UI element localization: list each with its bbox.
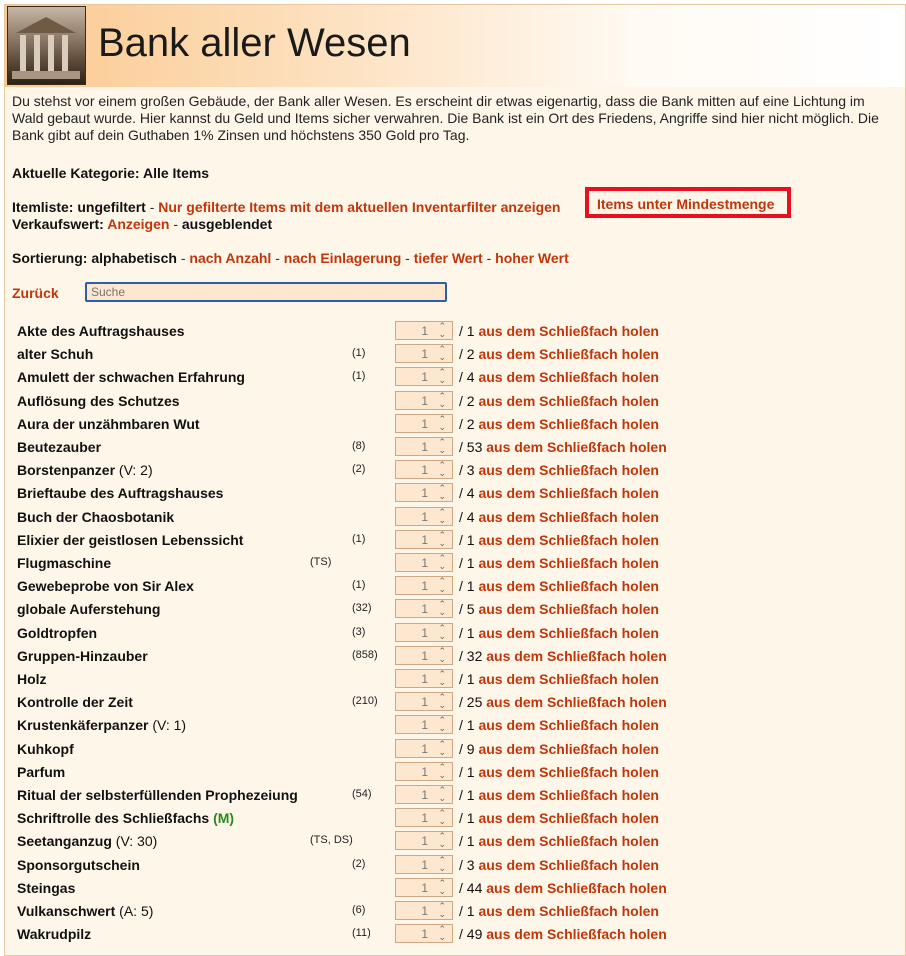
item-count: (1) — [352, 532, 366, 545]
stored-amount: / 1 — [459, 671, 475, 687]
quantity-stepper[interactable] — [395, 855, 453, 874]
list-item — [15, 876, 900, 899]
item-name — [17, 369, 245, 385]
quantity-value: 1 — [421, 672, 428, 686]
item-name-text: Seetanganzug — [17, 833, 112, 850]
item-name — [17, 416, 200, 432]
withdraw-link[interactable]: aus dem Schließfach holen — [478, 392, 659, 409]
stored-amount: / 1 — [459, 531, 475, 548]
item-total — [459, 880, 667, 896]
item-name-text: Holz — [17, 671, 47, 687]
withdraw-link[interactable]: aus dem Schließfach holen — [478, 787, 659, 803]
item-name — [17, 694, 133, 710]
list-item — [15, 597, 900, 620]
list-item — [15, 621, 900, 644]
stepper-arrows-icon[interactable]: ⌃ ⌄ — [438, 344, 446, 363]
quantity-stepper[interactable] — [395, 553, 453, 572]
sellvalue-line — [12, 216, 272, 233]
list-item — [15, 690, 900, 713]
quantity-value: 1 — [421, 811, 428, 826]
item-name — [17, 903, 153, 919]
quantity-value: 1 — [421, 927, 428, 942]
withdraw-link[interactable]: aus dem Schließfach holen — [478, 903, 659, 919]
item-name-text: Parfum — [17, 763, 66, 780]
stored-amount: / 1 — [459, 833, 475, 850]
withdraw-link[interactable]: aus dem Schließfach holen — [486, 647, 667, 664]
stepper-arrows-icon[interactable]: ⌃ ⌄ — [438, 761, 446, 780]
withdraw-link[interactable]: aus dem Schließfach holen — [478, 415, 659, 432]
stepper-arrows-icon[interactable]: ⌃ ⌄ — [438, 785, 446, 803]
list-item — [15, 644, 900, 667]
stepper-arrows-icon[interactable]: ⌃ ⌄ — [438, 460, 446, 479]
stored-amount: / 2 — [459, 392, 475, 409]
quantity-stepper[interactable] — [395, 831, 453, 850]
list-item — [15, 829, 900, 852]
stored-amount: / 1 — [459, 555, 475, 571]
list-item — [15, 806, 900, 829]
stepper-arrows-icon[interactable]: ⌃ ⌄ — [438, 506, 446, 525]
quantity-stepper[interactable] — [395, 414, 453, 433]
withdraw-link[interactable]: aus dem Schließfach holen — [486, 879, 667, 896]
quantity-value: 1 — [421, 857, 428, 872]
stored-amount: / 3 — [459, 462, 475, 479]
item-total — [459, 416, 659, 432]
stored-amount: / 4 — [459, 485, 475, 502]
stored-amount: / 2 — [459, 415, 475, 432]
item-total — [459, 741, 659, 757]
item-count: (TS, DS) — [310, 834, 353, 847]
quantity-value: 1 — [421, 393, 428, 408]
separator: - — [405, 250, 410, 266]
item-name — [17, 648, 148, 664]
withdraw-link[interactable]: aus dem Schließfach holen — [486, 439, 667, 455]
stepper-arrows-icon[interactable]: ⌃ ⌄ — [438, 529, 446, 548]
quantity-value: 1 — [421, 486, 428, 501]
separator: - — [180, 250, 186, 266]
quantity-stepper[interactable] — [395, 692, 453, 711]
withdraw-link[interactable]: aus dem Schließfach holen — [478, 555, 659, 571]
item-name — [17, 857, 140, 873]
sellvalue-label: Verkaufswert: — [12, 216, 104, 232]
item-total — [459, 601, 659, 617]
item-name — [17, 601, 160, 617]
quantity-value: 1 — [421, 579, 428, 594]
quantity-value: 1 — [421, 904, 428, 918]
quantity-stepper[interactable] — [395, 901, 453, 920]
item-name-text: Kontrolle der Zeit — [17, 694, 133, 711]
withdraw-link[interactable]: aus dem Schließfach holen — [478, 833, 659, 850]
item-name-text: Vulkanschwert — [17, 903, 116, 919]
item-total — [459, 857, 659, 873]
item-name-text: Ritual der selbsterfüllenden Prophezeiung — [17, 787, 298, 803]
item-total — [459, 833, 659, 849]
stored-amount: / 1 — [459, 578, 475, 595]
list-item — [15, 713, 900, 736]
stepper-arrows-icon[interactable]: ⌃ ⌄ — [438, 924, 446, 943]
filter-items-link[interactable]: Nur gefilterte Items mit dem aktuellen Inventarfilter anzeigen — [158, 199, 561, 215]
items-below-minimum-link[interactable]: Items unter Mindestmenge — [597, 196, 775, 212]
withdraw-link[interactable]: aus dem Schließfach holen — [478, 601, 659, 618]
list-item — [15, 737, 900, 760]
list-item — [15, 458, 900, 481]
item-count: (8) — [352, 440, 366, 452]
item-name — [17, 810, 234, 826]
stored-amount: / 1 — [459, 903, 475, 919]
item-name — [17, 787, 298, 803]
item-name-text: Buch der Chaosbotanik — [17, 508, 175, 525]
quantity-value: 1 — [421, 695, 428, 710]
item-total — [459, 346, 659, 362]
sorting-label: Sortierung: — [12, 250, 88, 266]
stepper-arrows-icon[interactable]: ⌃ ⌄ — [438, 390, 446, 409]
separator: - — [173, 216, 178, 232]
quantity-value: 1 — [421, 370, 428, 385]
quantity-stepper[interactable] — [395, 878, 453, 897]
stepper-arrows-icon[interactable]: ⌃ ⌄ — [438, 437, 446, 455]
separator: - — [275, 250, 280, 266]
current-category: Aktuelle Kategorie: Alle Items — [12, 165, 210, 181]
list-item — [15, 342, 900, 365]
withdraw-link[interactable]: aus dem Schließfach holen — [478, 369, 659, 386]
list-item — [15, 922, 900, 945]
stepper-arrows-icon[interactable]: ⌃ ⌄ — [438, 622, 446, 641]
stored-amount: / 32 — [459, 647, 483, 664]
item-name — [17, 764, 65, 780]
item-name-text: Beutezauber — [17, 439, 102, 455]
quantity-value: 1 — [421, 509, 428, 524]
quantity-value: 1 — [421, 416, 428, 431]
quantity-stepper[interactable] — [395, 646, 453, 665]
item-count: (54) — [352, 788, 372, 800]
stored-amount: / 1 — [459, 323, 475, 339]
quantity-value: 1 — [421, 764, 428, 779]
min-quantity-highlight — [585, 187, 791, 218]
withdraw-link[interactable]: aus dem Schließfach holen — [478, 323, 659, 339]
quantity-value: 1 — [421, 648, 428, 663]
quantity-value: 1 — [421, 532, 428, 547]
list-item — [15, 365, 900, 388]
stored-amount: / 9 — [459, 740, 475, 757]
quantity-stepper[interactable] — [395, 321, 453, 340]
item-count: (6) — [352, 904, 366, 916]
stepper-arrows-icon[interactable]: ⌃ ⌄ — [438, 553, 446, 571]
quantity-value: 1 — [421, 625, 428, 640]
item-name-text: Aura der unzähmbaren Wut — [17, 415, 200, 432]
stored-amount: / 49 — [459, 926, 483, 943]
item-total — [459, 694, 667, 710]
sorting-line — [12, 250, 569, 267]
itemlist-current: ungefiltert — [77, 199, 146, 215]
item-name-text: Krustenkäferpanzer — [17, 717, 149, 734]
page-title: Bank aller Wesen — [98, 21, 411, 65]
quantity-stepper[interactable] — [395, 623, 453, 642]
stored-amount: / 4 — [459, 508, 475, 525]
item-name-text: Kuhkopf — [17, 740, 74, 757]
withdraw-link[interactable]: aus dem Schließfach holen — [486, 694, 667, 711]
list-item — [15, 389, 900, 412]
sort-low-value-link[interactable]: tiefer Wert — [413, 250, 483, 266]
stepper-arrows-icon[interactable]: ⌃ ⌄ — [438, 483, 446, 502]
quantity-value: 1 — [421, 463, 428, 478]
quantity-stepper[interactable] — [395, 808, 453, 827]
item-total — [459, 787, 659, 803]
quantity-value: 1 — [421, 324, 428, 338]
stepper-arrows-icon[interactable]: ⌃ ⌄ — [438, 901, 446, 919]
item-total — [459, 555, 659, 571]
stepper-arrows-icon[interactable]: ⌃ ⌄ — [438, 692, 446, 711]
bank-page — [4, 4, 906, 956]
withdraw-link[interactable]: aus dem Schließfach holen — [486, 926, 667, 943]
quantity-stepper[interactable] — [395, 437, 453, 456]
quantity-stepper[interactable] — [395, 669, 453, 688]
item-count: (858) — [352, 648, 378, 661]
withdraw-link[interactable]: aus dem Schließfach holen — [478, 717, 659, 734]
quantity-stepper[interactable] — [395, 715, 453, 734]
list-item — [15, 435, 900, 458]
item-name — [17, 532, 243, 548]
stored-amount: / 1 — [459, 787, 475, 803]
item-name — [17, 509, 174, 525]
item-total — [459, 764, 659, 780]
withdraw-link[interactable]: aus dem Schließfach holen — [478, 856, 659, 873]
stepper-arrows-icon[interactable]: ⌃ ⌄ — [438, 738, 446, 757]
item-stat: (A: 5) — [115, 903, 154, 919]
quantity-value: 1 — [421, 556, 428, 570]
item-name-text: alter Schuh — [17, 346, 94, 363]
item-name — [17, 578, 194, 594]
quantity-stepper[interactable] — [395, 762, 453, 781]
item-total — [459, 625, 659, 641]
stored-amount: / 3 — [459, 856, 475, 873]
withdraw-link[interactable]: aus dem Schließfach holen — [478, 578, 659, 595]
item-count: (3) — [352, 625, 366, 638]
withdraw-link[interactable]: aus dem Schließfach holen — [478, 624, 659, 641]
item-total — [459, 717, 659, 733]
sorting-current: alphabetisch — [91, 250, 177, 266]
item-total — [459, 369, 659, 385]
item-name-text: Elixier der geistlosen Lebenssicht — [17, 531, 244, 548]
item-total — [459, 439, 667, 455]
stepper-arrows-icon[interactable]: ⌃ ⌄ — [438, 576, 446, 595]
withdraw-link[interactable]: aus dem Schließfach holen — [478, 763, 659, 780]
list-item — [15, 667, 900, 690]
item-name-text: Sponsorgutschein — [17, 856, 140, 873]
item-count: (TS) — [310, 556, 332, 568]
list-item — [15, 899, 900, 922]
item-name-text: Auflösung des Schutzes — [17, 392, 180, 409]
quantity-stepper[interactable] — [395, 739, 453, 758]
show-sellvalue-link[interactable]: Anzeigen — [107, 216, 170, 232]
quantity-stepper[interactable] — [395, 391, 453, 410]
item-total — [459, 393, 659, 409]
quantity-stepper[interactable] — [395, 507, 453, 526]
stored-amount: / 5 — [459, 601, 475, 618]
stepper-arrows-icon[interactable]: ⌃ ⌄ — [438, 413, 446, 432]
item-stat: (V: 2) — [115, 462, 153, 479]
item-name — [17, 393, 180, 409]
withdraw-link[interactable]: aus dem Schließfach holen — [478, 346, 659, 363]
stepper-arrows-icon[interactable]: ⌃ ⌄ — [438, 831, 446, 850]
list-item — [15, 505, 900, 528]
list-item — [15, 319, 900, 342]
item-count: (1) — [352, 579, 366, 592]
item-name-text: Brieftaube des Auftragshauses — [17, 485, 224, 502]
stored-amount: / 4 — [459, 369, 475, 386]
quantity-value: 1 — [421, 880, 428, 895]
item-total — [459, 509, 659, 525]
stepper-arrows-icon[interactable]: ⌃ ⌄ — [438, 367, 446, 386]
item-marker: (M) — [213, 810, 235, 827]
quantity-value: 1 — [421, 834, 428, 849]
item-name — [17, 439, 101, 455]
item-name-text: Borstenpanzer — [17, 462, 116, 479]
item-name-text: Amulett der schwachen Erfahrung — [17, 369, 245, 386]
item-name — [17, 880, 75, 896]
quantity-value: 1 — [421, 440, 428, 454]
sort-high-value-link[interactable]: hoher Wert — [495, 250, 569, 266]
item-count: (2) — [352, 857, 366, 870]
item-total — [459, 810, 659, 826]
item-name-text: Akte des Auftragshauses — [17, 323, 185, 339]
bank-building-image — [7, 6, 86, 85]
item-total — [459, 485, 659, 501]
item-stat: (V: 1) — [148, 717, 187, 734]
back-link[interactable]: Zurück — [12, 285, 59, 301]
item-name — [17, 323, 185, 339]
stepper-arrows-icon[interactable]: ⌃ ⌄ — [438, 877, 446, 896]
stepper-arrows-icon[interactable]: ⌃ ⌄ — [438, 669, 446, 687]
quantity-stepper[interactable] — [395, 344, 453, 363]
separator: - — [149, 199, 155, 215]
stepper-arrows-icon[interactable]: ⌃ ⌄ — [438, 854, 446, 873]
item-count: (32) — [352, 602, 372, 615]
item-total — [459, 462, 659, 478]
item-name — [17, 717, 186, 733]
withdraw-link[interactable]: aus dem Schließfach holen — [478, 462, 659, 479]
stored-amount: / 53 — [459, 439, 483, 455]
stored-amount: / 2 — [459, 346, 475, 363]
item-name-text: Goldtropfen — [17, 624, 98, 641]
item-stat: (V: 30) — [111, 833, 158, 850]
quantity-value: 1 — [421, 347, 428, 362]
sort-by-count-link[interactable]: nach Anzahl — [189, 250, 272, 266]
withdraw-link[interactable]: aus dem Schließfach holen — [478, 508, 659, 525]
item-count: (11) — [352, 927, 371, 940]
withdraw-link[interactable]: aus dem Schließfach holen — [478, 671, 659, 687]
quantity-stepper[interactable] — [395, 460, 453, 479]
item-total — [459, 532, 659, 548]
separator: - — [486, 250, 492, 266]
withdraw-link[interactable]: aus dem Schließfach holen — [478, 531, 659, 548]
list-item — [15, 853, 900, 876]
list-item — [15, 528, 900, 551]
quantity-value: 1 — [421, 741, 428, 756]
list-item — [15, 412, 900, 435]
item-total — [459, 926, 667, 942]
item-name-text: Gruppen-Hinzauber — [17, 647, 148, 664]
quantity-value: 1 — [421, 718, 428, 733]
quantity-stepper[interactable] — [395, 530, 453, 549]
quantity-stepper[interactable] — [395, 599, 453, 618]
item-total — [459, 671, 659, 687]
stepper-arrows-icon[interactable]: ⌃ ⌄ — [438, 645, 446, 664]
item-name — [17, 741, 74, 757]
quantity-value: 1 — [421, 788, 428, 802]
quantity-value: 1 — [421, 602, 428, 617]
stored-amount: / 25 — [459, 694, 483, 711]
item-count: (1) — [352, 370, 366, 383]
item-name-text: Schriftrolle des Schließfachs — [17, 810, 210, 827]
item-count: (210) — [352, 695, 378, 708]
item-name-text: Flugmaschine — [17, 555, 112, 571]
stepper-arrows-icon[interactable]: ⌃ ⌄ — [438, 808, 446, 827]
intro-text: Du stehst vor einem großen Gebäude, der Bank aller Wesen. Es erscheint dir etwas eigenartig, dass die Bank mitten auf eine Lichtung im Wald gebaut wurde. Hier kannst du Geld und Items sicher verwahren. Die Bank ist ein Ort des Friedens, Angriffe sind hier nicht möglich. Die Bank gibt auf dein Guthaben 1% Zinsen und höchstens 350 Gold pro Tag. — [12, 93, 879, 143]
item-name-text: Gewebeprobe von Sir Alex — [17, 578, 194, 595]
itemlist-line — [12, 199, 560, 216]
item-total — [459, 648, 667, 664]
item-name-text: Wakrudpilz — [17, 926, 92, 943]
sort-by-storage-link[interactable]: nach Einlagerung — [283, 250, 402, 266]
item-name — [17, 462, 153, 478]
list-item — [15, 760, 900, 783]
quantity-stepper[interactable] — [395, 785, 453, 804]
list-item — [15, 551, 900, 574]
page-header — [5, 5, 905, 87]
item-total — [459, 903, 659, 919]
list-item — [15, 574, 900, 597]
item-name-text: Steingas — [17, 879, 76, 896]
item-count: (2) — [352, 463, 366, 476]
item-name — [17, 625, 97, 641]
quantity-stepper[interactable] — [395, 483, 453, 502]
withdraw-link[interactable]: aus dem Schließfach holen — [478, 810, 659, 827]
item-name — [17, 346, 93, 362]
item-name — [17, 833, 157, 849]
stored-amount: / 1 — [459, 717, 475, 734]
stored-amount: / 44 — [459, 879, 483, 896]
item-total — [459, 578, 659, 594]
list-item — [15, 481, 900, 504]
quantity-stepper[interactable] — [395, 576, 453, 595]
stored-amount: / 1 — [459, 624, 475, 641]
itemlist-label: Itemliste: — [12, 199, 74, 215]
item-name — [17, 671, 47, 687]
item-name — [17, 485, 223, 501]
stored-amount: / 1 — [459, 763, 475, 780]
quantity-stepper[interactable] — [395, 924, 453, 943]
stored-amount: / 1 — [459, 810, 475, 827]
item-name — [17, 555, 111, 571]
quantity-stepper[interactable] — [395, 367, 453, 386]
list-item — [15, 783, 900, 806]
item-count: (1) — [352, 347, 366, 360]
stepper-arrows-icon[interactable]: ⌃ ⌄ — [438, 599, 446, 618]
sellvalue-current: ausgeblendet — [181, 216, 273, 232]
search-input[interactable] — [85, 282, 447, 302]
withdraw-link[interactable]: aus dem Schließfach holen — [478, 485, 659, 502]
item-total — [459, 323, 659, 339]
item-name-text: globale Auferstehung — [17, 601, 161, 618]
item-name — [17, 926, 91, 942]
withdraw-link[interactable]: aus dem Schließfach holen — [478, 740, 659, 757]
stepper-arrows-icon[interactable]: ⌃ ⌄ — [438, 321, 446, 339]
stepper-arrows-icon[interactable]: ⌃ ⌄ — [438, 715, 446, 734]
